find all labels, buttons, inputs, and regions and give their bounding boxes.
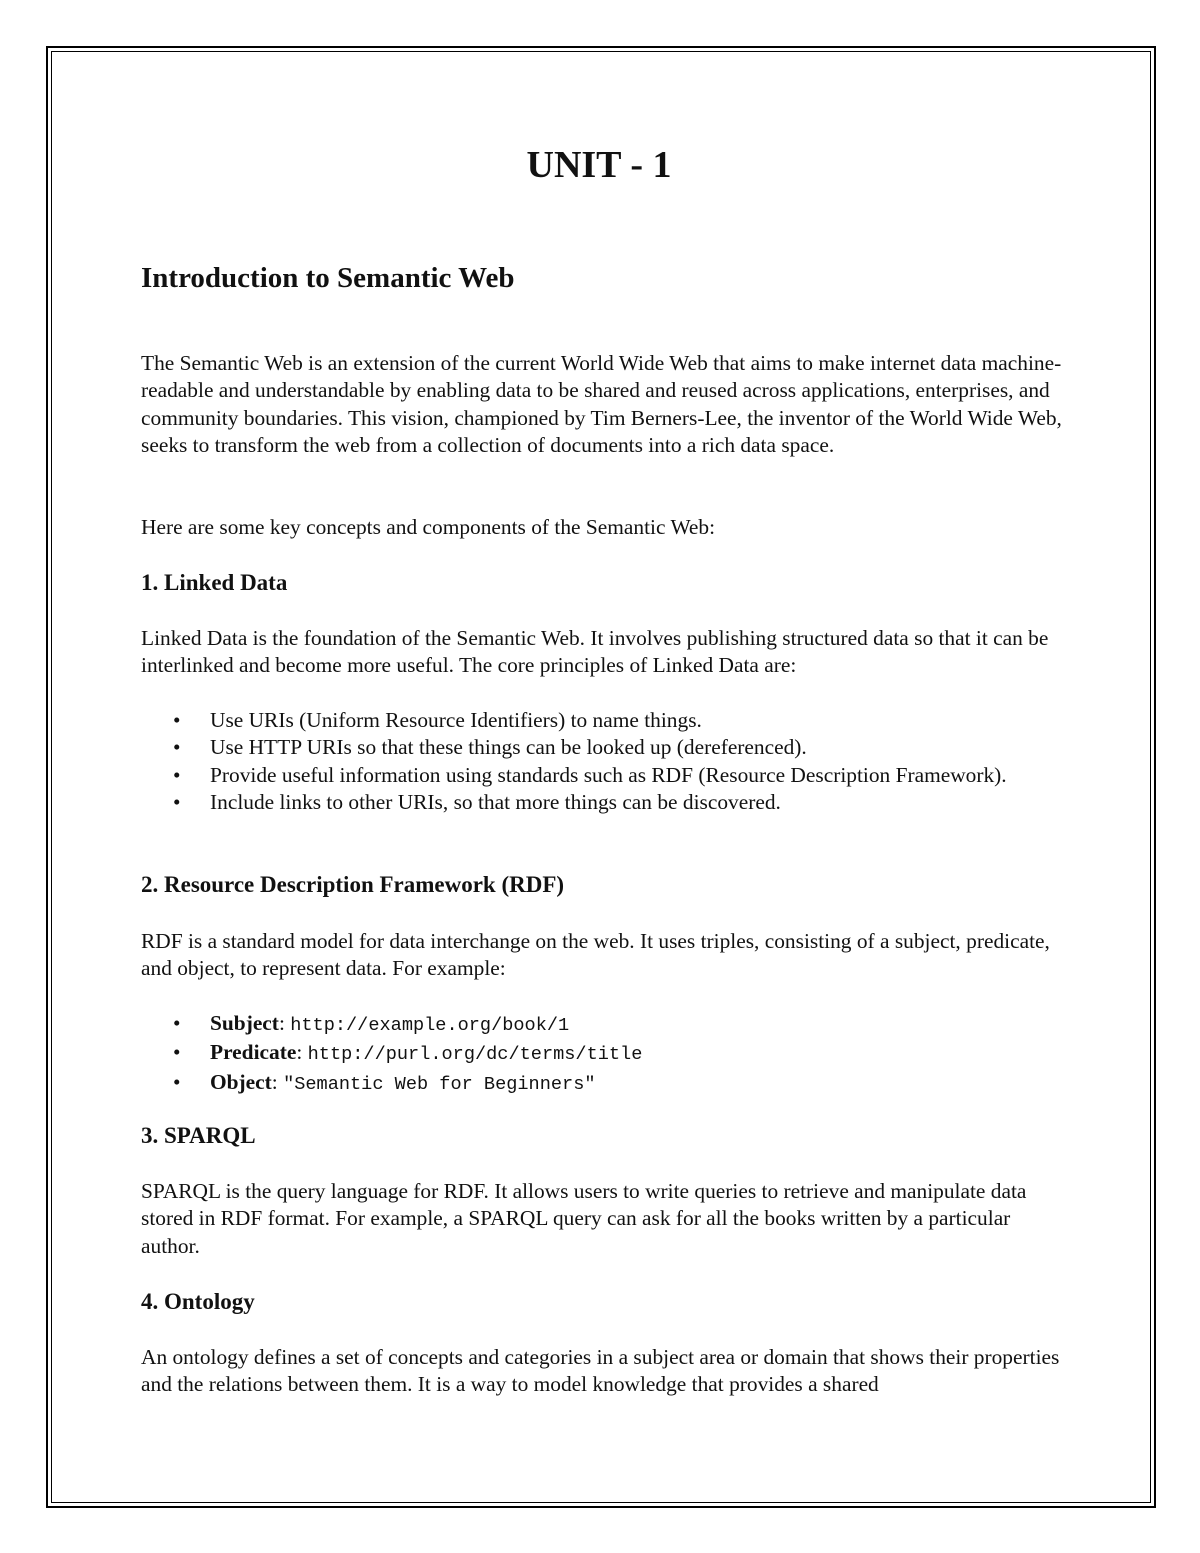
bullet-icon: • [173,735,181,760]
section-paragraph-rdf: RDF is a standard model for data interchange on the web. It uses triples, consisting of a subject, predicate, and object, to represent data. For example: [141,929,1050,981]
section-heading-sparql: 3. SPARQL [141,1123,256,1148]
key-concepts-intro: Here are some key concepts and components of the Semantic Web: [141,515,716,539]
section-paragraph-ontology: An ontology defines a set of concepts and categories in a subject area or domain that shows their properties and the relations between them. It is a way to model knowledge that provides a shared [141,1345,1060,1397]
rdf-triple-list [141,1010,1070,1098]
list-item: • Predicate: http://purl.org/dc/terms/title [173,1040,643,1066]
bullet-icon: • [173,762,181,787]
triple-value: http://example.org/book/1 [290,1015,570,1036]
intro-paragraph: The Semantic Web is an extension of the current World Wide Web that aims to make internet data machine-readable and understandable by enabling data to be shared and reused across applications, enterprises, and community boundaries. This vision, championed by Tim Berners-Lee, the inventor of the World Wide Web, seeks to transform the web from a collection of documents into a rich data space. [141,351,1062,457]
linked-data-principles-list [141,707,1070,816]
section-paragraph-linked-data: Linked Data is the foundation of the Semantic Web. It involves publishing structured data so that it can be interlinked and become more useful. The core principles of Linked Data are: [141,626,1049,678]
triple-term: Predicate [210,1040,297,1065]
bullet-icon: • [173,1069,181,1094]
triple-value: "Semantic Web for Beginners" [283,1073,596,1095]
list-item: • Object: "Semantic Web for Beginners" [173,1069,596,1095]
bullet-icon: • [173,1011,181,1035]
list-item: • Use HTTP URIs so that these things can be looked up (dereferenced). [141,734,1070,761]
intro-heading: Introduction to Semantic Web [141,262,515,294]
bullet-icon: • [173,1040,181,1065]
triple-term: Object [210,1069,272,1094]
unit-title: UNIT - 1 [526,144,672,186]
triple-value: http://purl.org/dc/terms/title [307,1044,643,1066]
list-item: • Subject: http://example.org/book/1 [173,1011,570,1036]
section-paragraph-sparql: SPARQL is the query language for RDF. It allows users to write queries to retrieve and manipulate data stored in RDF format. For example, a SPARQL query can ask for all the books written by a particular author. [141,1179,1027,1258]
section-heading-rdf: 2. Resource Description Framework (RDF) [141,872,565,897]
triple-term: Subject [210,1011,279,1035]
bullet-icon: • [173,708,181,732]
list-item: • Include links to other URIs, so that more things can be discovered. [141,789,1070,816]
section-heading-ontology: 4. Ontology [141,1289,255,1314]
bullet-icon: • [173,789,181,814]
list-item: • Provide useful information using standards such as RDF (Resource Description Framework). [141,762,1070,789]
list-item: • Use URIs (Uniform Resource Identifiers) to name things. [141,707,1070,734]
section-heading-linked-data: 1. Linked Data [141,570,288,595]
